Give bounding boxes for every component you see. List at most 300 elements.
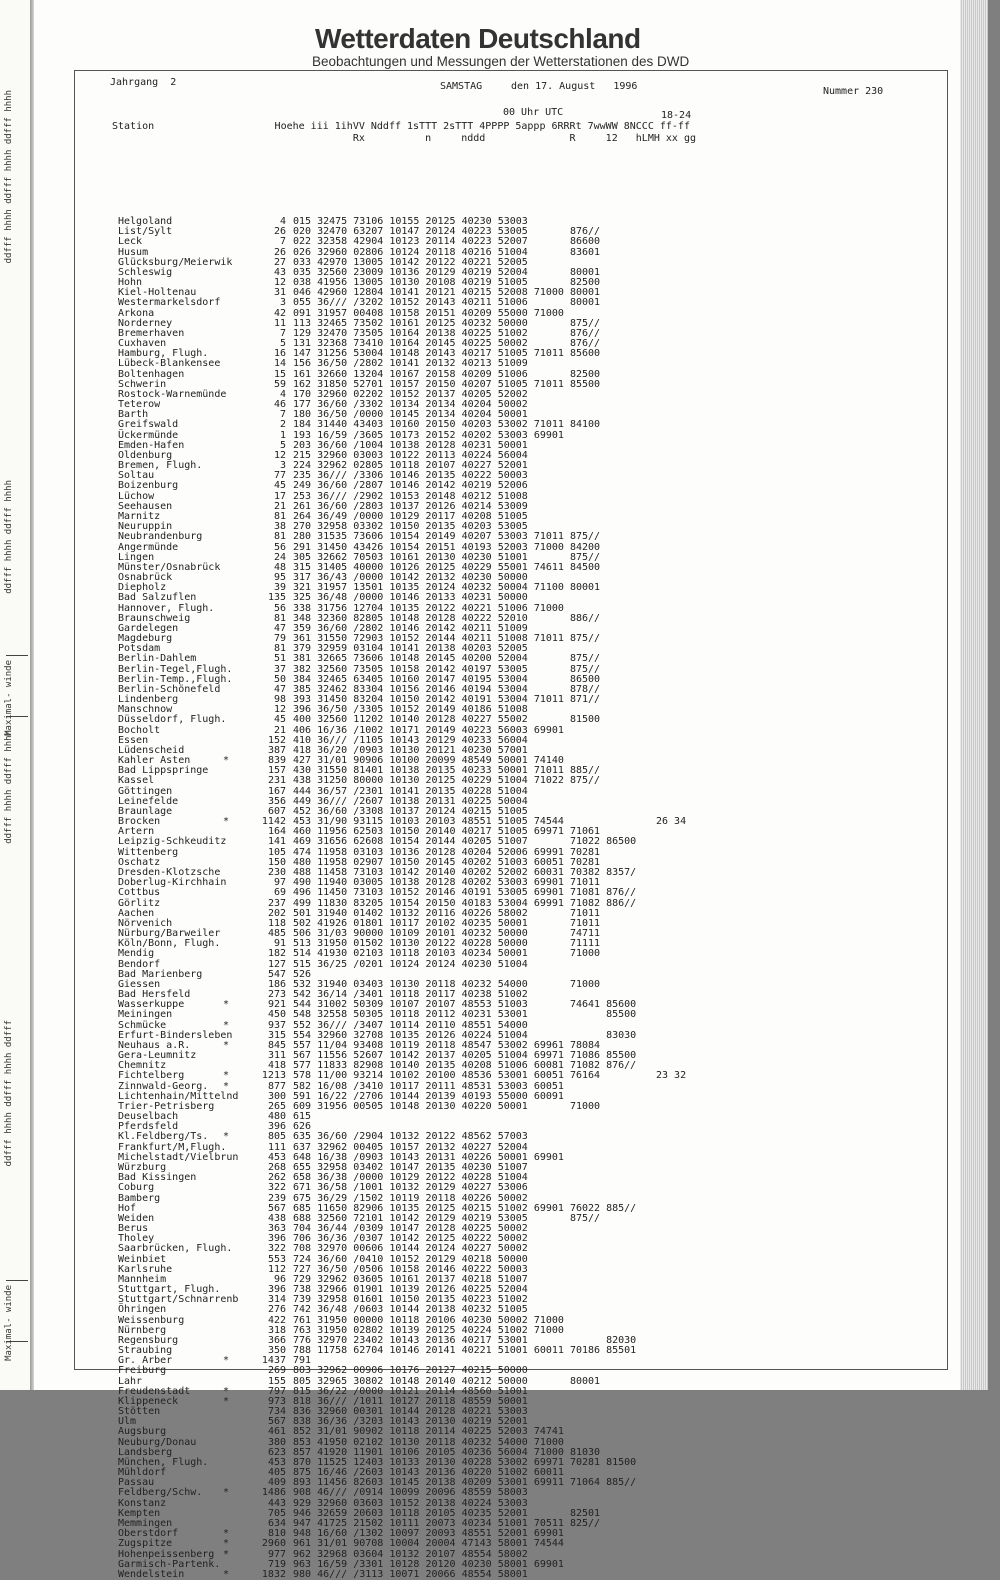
station-name: Bremen, Flugh. <box>118 460 203 472</box>
station-height: 24 <box>273 551 286 563</box>
station-name: Weissenburg <box>118 1314 185 1326</box>
station-name: Trier-Petrisberg <box>118 1100 215 1112</box>
station-name: Kl.Feldberg/Ts. <box>118 1131 209 1143</box>
mountain-marker: * <box>223 1355 230 1367</box>
station-synop-data: 444 36/57 /2301 10141 20135 40228 51004 <box>293 785 528 797</box>
station-name: Oschatz <box>118 856 161 868</box>
station-name: Braunschweig <box>118 612 191 624</box>
station-height: 311 <box>267 1050 286 1062</box>
station-name: Stötten <box>118 1406 161 1418</box>
station-name: Berlin-Schönefeld <box>118 683 221 695</box>
station-height: 623 <box>267 1446 286 1458</box>
station-name: Bad Kissingen <box>118 1172 197 1184</box>
station-height: 300 <box>267 1090 286 1102</box>
station-synop-data: 291 31450 43426 10154 20151 40193 52003 71000 84200 <box>293 541 601 553</box>
station-name: Saarbrücken, Flugh. <box>118 1243 233 1255</box>
station-synop-data: 838 36/36 /3203 10143 20130 40219 52001 <box>293 1416 528 1428</box>
station-synop-data: 393 31450 83204 10150 20142 40191 53004 71011 871// <box>293 694 601 706</box>
station-name: Berlin-Tegel,Flugh. <box>118 663 233 675</box>
station-synop-data: 626 <box>293 1121 312 1133</box>
station-synop-data: 552 36/// /3407 10114 20110 48551 54000 <box>293 1019 528 1031</box>
issue-number: Nummer 230 <box>823 86 884 97</box>
station-height: 14 <box>273 358 286 370</box>
station-height: 56 <box>273 541 286 553</box>
max-wind-range: 18-24 <box>661 110 692 121</box>
station-name: Konstanz <box>118 1497 167 1509</box>
station-name: Hof <box>118 1202 137 1214</box>
station-height: 480 <box>267 1111 286 1123</box>
station-synop-data: 499 11830 83205 10154 20150 40183 53004 69991 71082 886// <box>293 897 637 909</box>
station-synop-data: 261 36/60 /2803 10137 20126 40214 53009 <box>293 500 528 512</box>
station-synop-data: 788 11758 62704 10146 20141 40221 51001 60011 70186 85501 <box>293 1345 637 1357</box>
station-height: 567 <box>267 1202 286 1214</box>
station-synop-data: 469 31656 62608 10154 20144 40205 51007 71022 86500 <box>293 836 637 848</box>
station-name: Angermünde <box>118 541 179 553</box>
station-synop-data: 317 36/43 /0000 10142 20132 40230 50000 <box>293 572 528 584</box>
station-name: Brocken <box>118 816 161 828</box>
station-synop-data: 488 11458 73103 10142 20140 40202 52002 60031 70382 8357/ <box>293 867 637 878</box>
mountain-marker: * <box>223 816 230 828</box>
station-name: Boltenhagen <box>118 368 185 380</box>
station-name: Lingen <box>118 551 155 563</box>
station-synop-data: 742 36/48 /0603 10144 20138 40232 51005 <box>293 1304 528 1316</box>
station-name: Bocholt <box>118 724 161 736</box>
mountain-marker: * <box>223 1385 230 1397</box>
station-name: Lübeck-Blankensee <box>118 358 221 370</box>
station-height: 1142 <box>261 816 286 828</box>
station-synop-data: 947 41725 21502 10111 20073 40234 51001 70511 825// <box>293 1518 601 1529</box>
station-height: 839 <box>267 755 286 767</box>
date-label: den 17. August 1996 <box>511 81 638 92</box>
station-name: Arkona <box>118 307 155 319</box>
station-name: Westermarkelsdorf <box>118 297 221 309</box>
table-row <box>75 1244 947 1254</box>
station-name: Lichtenhain/Mittelnd <box>118 1090 239 1102</box>
station-height: 239 <box>267 1192 286 1204</box>
station-name: Klippeneck <box>118 1395 179 1407</box>
station-name: Nürnberg <box>118 1324 167 1336</box>
page-title: Wetterdaten Deutschland <box>315 23 641 54</box>
station-height: 46 <box>273 399 286 411</box>
station-height: 186 <box>267 978 286 990</box>
station-name: Wendelstein <box>118 1568 185 1580</box>
station-synop-data: 776 32970 23402 10143 20136 40217 53001 82030 <box>293 1334 637 1346</box>
station-synop-data: 235 36/// /3306 10146 20135 40222 50003 <box>293 470 528 482</box>
station-height: 91 <box>273 938 286 950</box>
station-name: Düsseldorf, Flugh. <box>118 714 227 726</box>
station-name: Coburg <box>118 1182 155 1194</box>
table-row <box>75 1448 947 1458</box>
station-name: Helgoland <box>118 216 173 227</box>
table-row <box>75 1550 947 1560</box>
station-height: 877 <box>267 1080 286 1092</box>
station-height: 719 <box>267 1558 286 1570</box>
mountain-marker: * <box>223 1039 230 1051</box>
station-height: 810 <box>267 1528 286 1540</box>
station-name: Greifswald <box>118 419 179 431</box>
station-synop-data: 382 32560 73505 10158 20142 40197 53005 875// <box>293 663 601 675</box>
station-synop-data: 046 42960 12804 10141 20121 40215 52008 71000 80001 <box>293 287 601 299</box>
station-synop-data: 020 32470 63207 10147 20124 40223 53005 876// <box>293 226 601 238</box>
station-synop-data: 818 36/// /1011 10127 20118 48559 50001 <box>293 1395 528 1407</box>
station-synop-data: 338 31756 12704 10135 20122 40221 51006 71000 <box>293 602 564 614</box>
station-height: 322 <box>267 1243 286 1255</box>
station-height: 453 <box>267 1151 286 1163</box>
mountain-marker: * <box>223 1487 230 1499</box>
station-name: Bad Salzuflen <box>118 592 197 604</box>
station-synop-data: 180 36/50 /0000 10145 20134 40204 50001 <box>293 409 528 421</box>
station-name: Gardelegen <box>118 622 179 634</box>
station-name: Glücksburg/Meierwik <box>118 256 233 268</box>
station-name: Doberlug-Kirchhain <box>118 877 227 889</box>
station-name: Marnitz <box>118 510 161 522</box>
mountain-marker: * <box>223 1395 230 1407</box>
station-synop-data: 161 32660 13204 10167 20158 40209 51006 82500 <box>293 368 601 380</box>
station-name: Regensburg <box>118 1334 179 1346</box>
table-row <box>75 1560 947 1570</box>
station-synop-data: 648 16/38 /0903 10143 20131 40226 50001 69901 <box>293 1151 564 1163</box>
station-name: Teterow <box>118 399 161 411</box>
station-height: 81 <box>273 510 286 522</box>
station-name: Lüdenscheid <box>118 744 185 756</box>
station-synop-data: 203 36/60 /1004 10138 20128 40231 50001 <box>293 439 528 451</box>
station-name: Stuttgart/Schnarrenb <box>118 1294 239 1306</box>
station-name: Schmücke <box>118 1019 167 1031</box>
station-height: 42 <box>273 307 286 319</box>
table-row <box>75 1407 947 1417</box>
station-synop-data: 321 31957 13501 10135 20124 40232 50004 71100 80001 <box>293 582 601 594</box>
station-synop-data: 688 32560 72101 10142 20129 40219 53005 875// <box>293 1212 601 1224</box>
station-height: 167 <box>267 785 286 797</box>
station-synop-data: 381 32665 73606 10148 20145 40200 52004 875// <box>293 653 601 665</box>
station-synop-data: 091 31957 00408 10158 20151 40209 55000 71000 <box>293 307 564 319</box>
station-name: Öhringen <box>118 1304 167 1316</box>
station-synop-data: 514 41930 02103 10118 20103 40234 50001 71000 <box>293 948 601 960</box>
station-synop-data: 400 32560 11202 10140 20128 40227 55002 81500 <box>293 714 601 726</box>
station-synop-data: 727 36/50 /0506 10158 20146 40222 50003 <box>293 1263 528 1275</box>
station-synop-data: 315 31405 40000 10126 20125 40229 55001 74611 84500 <box>293 561 601 573</box>
table-row <box>75 1427 947 1437</box>
table-row <box>75 1397 947 1407</box>
station-height: 1486 <box>261 1487 286 1499</box>
station-synop-data: 685 11650 82906 10135 20125 40215 51002 69901 76022 885// <box>293 1202 637 1214</box>
station-height: 12 <box>273 277 286 289</box>
station-synop-data: 532 31940 03403 10130 20118 40232 54000 71000 <box>293 978 601 990</box>
station-synop-data: 658 36/38 /0000 10129 20122 40228 51004 <box>293 1172 528 1184</box>
station-synop-data: 836 32960 00301 10144 20128 40221 53003 <box>293 1406 528 1418</box>
station-synop-data: 506 31/03 90000 10109 20101 40232 50000 74711 <box>293 928 601 940</box>
station-synop-data: 253 36/// /2902 10153 20148 40212 51008 <box>293 490 528 502</box>
station-height: 98 <box>273 694 286 706</box>
station-height: 56 <box>273 602 286 614</box>
station-name: Magdeburg <box>118 633 173 645</box>
station-name: Ulm <box>118 1416 137 1428</box>
mountain-marker: * <box>223 999 230 1011</box>
station-height: 356 <box>267 795 286 807</box>
station-height: 5 <box>279 439 286 451</box>
station-synop-data: 791 <box>293 1355 312 1367</box>
station-name: Karlsruhe <box>118 1263 173 1275</box>
station-name: Freudenstadt <box>118 1385 191 1397</box>
station-name: Garmisch-Partenk. <box>118 1558 221 1570</box>
station-name: Augsburg <box>118 1426 167 1438</box>
station-height: 396 <box>267 1284 286 1296</box>
station-synop-data: 162 31850 52701 10157 20150 40207 51005 71011 85500 <box>293 378 601 390</box>
station-name: Nörvenich <box>118 917 173 929</box>
station-synop-data: 542 36/14 /3401 10118 20117 40238 51002 <box>293 989 528 1001</box>
station-table <box>75 217 947 1580</box>
station-synop-data: 853 41950 02102 10130 20118 40232 54000 71000 <box>293 1436 564 1448</box>
station-height: 12 <box>273 449 286 461</box>
station-synop-data: 857 41920 11901 10106 20105 40236 56004 71000 81030 <box>293 1446 601 1458</box>
table-row <box>75 1438 947 1448</box>
station-name: Neubrandenburg <box>118 531 203 543</box>
station-name: Cottbus <box>118 887 161 899</box>
station-synop-data: 264 36/49 /0000 10129 20117 40208 51005 <box>293 510 528 522</box>
station-synop-data: 513 31950 01502 10130 20122 40228 50000 71111 <box>293 938 601 950</box>
station-height: 7 <box>279 409 286 421</box>
station-name: Leck <box>118 236 143 248</box>
station-name: Feldberg/Schw. <box>118 1487 203 1499</box>
station-synop-data: 948 16/60 /1302 10097 20093 48551 52001 69901 <box>293 1528 564 1540</box>
station-height: 322 <box>267 1182 286 1194</box>
station-name: Leinefelde <box>118 795 179 807</box>
station-synop-data: 215 32960 03003 10122 20113 40224 56004 <box>293 449 528 461</box>
table-row <box>75 1468 947 1478</box>
station-synop-data: 325 36/48 /0000 10146 20133 40231 50000 <box>293 592 528 604</box>
station-synop-data: 738 32966 01901 10139 20126 40225 52004 <box>293 1284 528 1296</box>
station-name: Bad Lippspringe <box>118 765 209 777</box>
station-name: Erfurt-Bindersleben <box>118 1029 233 1041</box>
station-name: Görlitz <box>118 897 161 909</box>
station-height: 2960 <box>261 1538 286 1550</box>
station-height: 202 <box>267 907 286 919</box>
mountain-marker: * <box>223 1548 230 1560</box>
station-height: 231 <box>267 775 286 787</box>
table-row <box>75 237 947 247</box>
document-page <box>34 0 960 1580</box>
station-name: Dresden-Klotzsche <box>118 867 221 878</box>
station-height: 396 <box>267 1233 286 1245</box>
station-synop-data: 460 11956 62503 10150 20140 40217 51005 69971 71061 <box>293 826 601 838</box>
station-synop-data: 359 36/60 /2802 10146 20142 40211 51009 <box>293 622 528 634</box>
table-row <box>75 1458 947 1468</box>
station-height: 409 <box>267 1477 286 1489</box>
table-row <box>75 1112 947 1122</box>
station-name: Essen <box>118 734 149 746</box>
station-height: 31 <box>273 287 286 299</box>
station-synop-data: 761 31950 00000 10118 20106 40230 50002 71000 <box>293 1314 564 1326</box>
left-margin-code: ddfff hhhh ddfff hhhh <box>4 480 14 594</box>
station-height: 4 <box>279 216 286 227</box>
station-height: 3 <box>279 460 286 472</box>
station-name: Fichtelberg <box>118 1070 185 1082</box>
station-name: Kiel-Holtenau <box>118 287 197 299</box>
station-synop-data: 515 36/25 /0201 10124 20124 40230 51004 <box>293 958 528 970</box>
station-name: Hannover, Flugh. <box>118 602 215 614</box>
station-synop-data: 129 32470 73505 10164 20138 40225 51002 876// <box>293 327 601 339</box>
station-name: Braunlage <box>118 805 173 817</box>
station-name: Artern <box>118 826 155 838</box>
station-synop-data: 501 31940 01402 10132 20116 40226 58002 71011 <box>293 907 601 919</box>
station-synop-data: 805 32965 30802 10148 20140 40212 50000 80001 <box>293 1375 601 1387</box>
station-name: Gera-Leumnitz <box>118 1050 197 1062</box>
table-row <box>75 1499 947 1509</box>
station-height: 45 <box>273 480 286 492</box>
jahrgang-label: Jahrgang 2 <box>110 77 177 88</box>
station-synop-data: 908 46/// /0914 10099 20096 48559 58003 <box>293 1487 528 1499</box>
station-height: 422 <box>267 1314 286 1326</box>
station-synop-data: 704 36/44 /0309 10147 20128 40225 50002 <box>293 1223 528 1235</box>
station-synop-data: 184 31440 43403 10160 20150 40203 53002 71011 84100 <box>293 419 601 431</box>
station-name: Berlin-Temp.,Flugh. <box>118 673 233 685</box>
left-margin-code: ddfff hhhh ddfff hhhh ddfff <box>4 1020 14 1167</box>
station-synop-data: 361 31550 72903 10152 20144 40211 51008 71011 875// <box>293 633 601 645</box>
page-header <box>312 24 912 70</box>
station-synop-data: 418 36/20 /0903 10130 20121 40230 57001 <box>293 744 528 756</box>
station-height: 453 <box>267 1456 286 1468</box>
station-name: Straubing <box>118 1345 173 1357</box>
station-height: 230 <box>267 867 286 878</box>
station-height: 237 <box>267 897 286 909</box>
station-height: 705 <box>267 1507 286 1519</box>
station-name: Zinnwald-Georg. <box>118 1080 209 1092</box>
station-height: 4 <box>279 388 286 400</box>
station-height: 155 <box>267 1375 286 1387</box>
station-name: Michelstadt/Vielbrun <box>118 1151 239 1163</box>
station-height: 937 <box>267 1019 286 1031</box>
station-name: Mendig <box>118 948 155 960</box>
station-name: Gr. Arber <box>118 1355 173 1367</box>
max-wind: 26 34 <box>656 816 687 828</box>
station-height: 26 <box>273 246 286 258</box>
station-synop-data: 022 32358 42904 10123 20114 40223 52007 86600 <box>293 236 601 248</box>
station-height: 405 <box>267 1467 286 1479</box>
table-row <box>75 1387 947 1397</box>
station-height: 273 <box>267 989 286 1001</box>
station-height: 157 <box>267 765 286 777</box>
station-synop-data: 578 11/00 93214 10102 20100 48536 53001 60051 76164 <box>293 1070 601 1082</box>
station-name: Bad Marienberg <box>118 968 203 980</box>
page-stack-edge <box>960 0 988 1390</box>
station-name: Bamberg <box>118 1192 161 1204</box>
station-name: Wittenberg <box>118 846 179 858</box>
station-synop-data: 963 16/59 /3301 10128 20120 40230 58001 69901 <box>293 1558 564 1570</box>
station-height: 921 <box>267 999 286 1011</box>
station-name: Osnabrück <box>118 572 173 584</box>
station-height: 15 <box>273 368 286 380</box>
station-synop-data: 875 16/46 /2603 10143 20136 40220 51002 60011 <box>293 1467 564 1479</box>
station-synop-data: 385 32462 83304 10156 20146 40194 53004 878// <box>293 683 601 695</box>
station-height: 265 <box>267 1100 286 1112</box>
left-margin-code: ddfff hhhh ddfff hhhh ddfff hhhh <box>4 90 14 264</box>
station-synop-data: 675 36/29 /1502 10119 20118 40226 50002 <box>293 1192 528 1204</box>
station-height: 314 <box>267 1294 286 1306</box>
left-margin-label: Maximal- winde <box>4 1285 14 1361</box>
station-synop-data: 015 32475 73106 10155 20125 40230 53003 <box>293 216 528 227</box>
station-name: Bendorf <box>118 958 161 970</box>
station-height: 47 <box>273 622 286 634</box>
station-synop-data: 305 32662 70503 10161 20130 40230 51001 875// <box>293 551 601 563</box>
station-name: List/Sylt <box>118 226 173 238</box>
station-synop-data: 567 11556 52607 10142 20137 40205 51004 69971 71086 85500 <box>293 1050 637 1062</box>
station-height: 977 <box>267 1548 286 1560</box>
station-height: 418 <box>267 1060 286 1072</box>
station-synop-data: 803 32962 00906 10176 20127 40215 50000 <box>293 1365 528 1377</box>
table-row <box>75 1102 947 1112</box>
station-name: Tholey <box>118 1233 155 1245</box>
station-height: 150 <box>267 856 286 868</box>
station-name: Aachen <box>118 907 155 919</box>
station-height: 3 <box>279 297 286 309</box>
station-height: 21 <box>273 724 286 736</box>
station-synop-data: 739 32958 01601 10150 20135 40223 51002 <box>293 1294 528 1306</box>
station-height: 607 <box>267 805 286 817</box>
station-name: Schwerin <box>118 378 167 390</box>
table-row <box>75 888 947 898</box>
station-name: Kempten <box>118 1507 161 1519</box>
station-height: 27 <box>273 256 286 268</box>
station-height: 79 <box>273 633 286 645</box>
station-name: Weinbiet <box>118 1253 167 1265</box>
left-margin-code: ddfff hhhh ddfff hhhh <box>4 730 14 844</box>
station-synop-data: 474 11958 03103 10136 20128 40204 52006 69991 70281 <box>293 846 601 858</box>
station-synop-data: 249 36/60 /2807 10146 20142 40219 52006 <box>293 480 528 492</box>
station-name: Oldenburg <box>118 449 173 461</box>
station-synop-data: 131 32368 73410 10164 20145 40225 50002 876// <box>293 338 601 350</box>
station-name: Giessen <box>118 978 161 990</box>
station-name: Soltau <box>118 470 155 482</box>
station-name: Mühldorf <box>118 1467 167 1479</box>
station-synop-data: 026 32960 02806 10124 20118 40216 51004 83601 <box>293 246 601 258</box>
station-synop-data: 706 36/36 /0307 10142 20125 40222 50002 <box>293 1233 528 1245</box>
station-height: 81 <box>273 612 286 624</box>
station-name: Memmingen <box>118 1518 173 1529</box>
station-name: Barth <box>118 409 149 421</box>
station-synop-data: 870 11525 12403 10133 20130 40228 53002 69971 70281 81500 <box>293 1456 637 1468</box>
station-name: Bad Hersfeld <box>118 989 191 1001</box>
station-height: 734 <box>267 1406 286 1418</box>
station-height: 276 <box>267 1304 286 1316</box>
station-synop-data: 480 11958 02907 10150 20145 40202 51003 60051 70281 <box>293 856 601 868</box>
observation-time: 00 Uhr UTC <box>503 107 564 118</box>
station-height: 135 <box>267 592 286 604</box>
station-name: Frankfurt/M,Flugh. <box>118 1141 227 1153</box>
station-name: Köln/Bonn, Flugh. <box>118 938 221 950</box>
left-margin-label: Maximal- winde <box>4 660 14 736</box>
station-name: Kahler Asten <box>118 755 191 767</box>
station-height: 81 <box>273 531 286 543</box>
station-synop-data: 280 31535 73606 10154 20149 40207 53003 71011 875// <box>293 531 601 543</box>
station-height: 1832 <box>261 1568 286 1580</box>
station-synop-data: 270 32958 03302 10150 20135 40203 53005 <box>293 521 528 533</box>
station-height: 45 <box>273 714 286 726</box>
station-height: 5 <box>279 338 286 350</box>
station-synop-data: 637 32962 00405 10157 20132 40227 52004 <box>293 1141 528 1153</box>
station-height: 268 <box>267 1161 286 1173</box>
station-synop-data: 055 36/// /3202 10152 20143 40211 51006 80001 <box>293 297 601 309</box>
station-name: Chemnitz <box>118 1060 167 1072</box>
column-header-1: Station Hoehe iii 1ihVV Nddff 1sTTT 2sTTT 4PPPP 5appp 6RRRt 7wwWW 8NCCC ff-ff <box>112 121 690 132</box>
station-height: 59 <box>273 378 286 390</box>
station-synop-data: 384 32465 63405 10160 20147 40195 53004 86500 <box>293 673 601 685</box>
table-row <box>75 1539 947 1549</box>
station-name: Landsberg <box>118 1446 173 1458</box>
station-name: Oberstdorf <box>118 1528 179 1540</box>
column-header-2: Rx n nddd R 12 hLMH xx gg <box>112 133 696 144</box>
station-height: 262 <box>267 1172 286 1184</box>
station-synop-data: 980 46/// /3113 10071 20066 48554 58001 <box>293 1568 528 1580</box>
